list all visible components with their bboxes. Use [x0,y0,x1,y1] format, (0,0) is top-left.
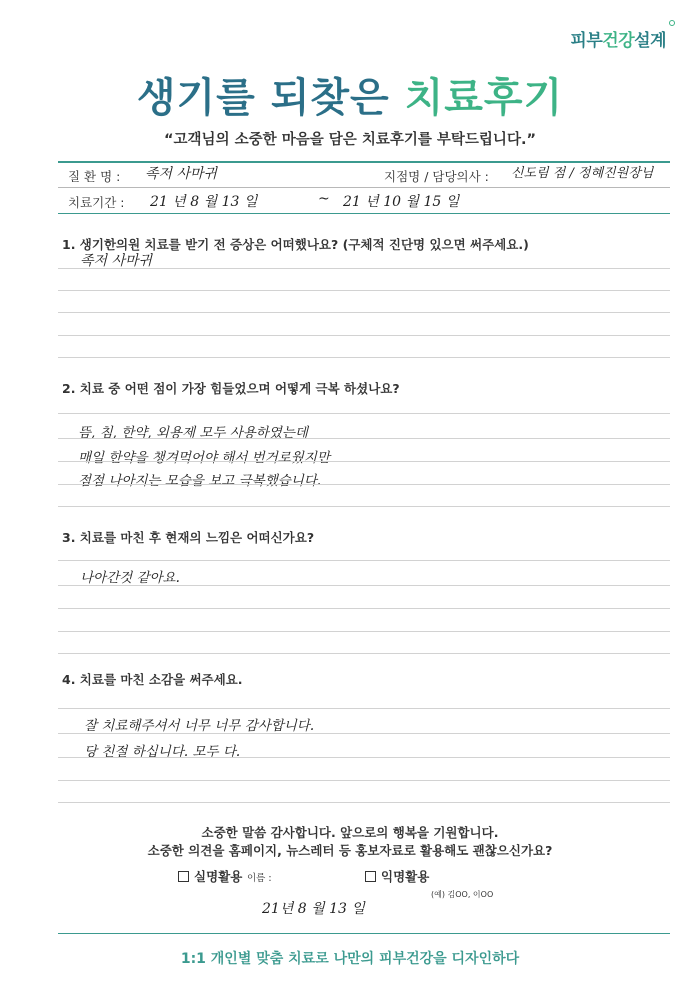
q4-line-2 [58,733,670,734]
name-label: 이름 : [247,873,272,884]
disease-value[interactable]: 족저 사마귀 [145,166,218,182]
signature-date[interactable]: 21년 8 월 13 일 [262,901,365,917]
q1-line-4 [58,335,670,336]
q2-line-5 [58,506,670,507]
q4-line-3 [58,757,670,758]
question-2: 2. 치료 중 어떤 점이 가장 힘들었으며 어떻게 극복 하셨나요? [62,381,400,396]
footer-divider [58,933,670,934]
branch-label: 지점명 / 담당의사 : [384,169,489,184]
q2-line-4 [58,484,670,485]
disease-label: 질 환 명 : [68,169,121,184]
answer-1-line-1[interactable]: 족저 사마귀 [80,253,153,269]
question-4: 4. 치료를 마친 소감을 써주세요. [62,672,243,687]
answer-2-line-1[interactable]: 뜸, 침, 한약, 외용제 모두 사용하였는데 [78,425,308,441]
header-mid-divider [58,187,670,188]
q1-line-1 [58,268,670,269]
subtitle: “고객님의 소중한 마음을 담은 치료후기를 부탁드립니다.” [164,132,536,148]
q1-line-2 [58,290,670,291]
q3-line-4 [58,631,670,632]
brand-part1: 피부 [570,31,603,51]
brand-logo [570,26,666,51]
real-name-checkbox[interactable] [178,871,189,882]
period-start[interactable]: 21 년 8 월 13 일 [150,194,258,210]
anonymous-example: (예) 김OO, 이OO [431,890,494,899]
title-part1: 생기를 되찾은 [136,75,405,121]
answer-3-line-1[interactable]: 나아간것 같아요. [80,570,180,586]
period-label: 치료기간 : [68,195,125,210]
q3-line-3 [58,608,670,609]
answer-2-line-2[interactable]: 매일 한약을 챙겨먹어야 해서 번거로웠지만 [78,450,330,466]
q2-line-3 [58,461,670,462]
q2-line-2 [58,438,670,439]
answer-2-line-3[interactable]: 점점 나아지는 모습을 보고 극복했습니다. [78,473,322,489]
anonymous-label: 익명활용 [381,869,430,884]
q1-line-5 [58,357,670,358]
q3-line-5 [58,653,670,654]
header-bottom-divider [58,213,670,214]
real-name-label: 실명활용 [194,869,243,884]
page-title [0,66,700,123]
closing-thanks: 소중한 말씀 감사합니다. 앞으로의 행복을 기원합니다. [201,825,499,840]
closing-question: 소중한 의견을 홈페이지, 뉴스레터 등 홍보자료로 활용해도 괜찮으신가요? [147,843,553,858]
q2-line-1 [58,413,670,414]
brand-dot-icon [669,20,675,26]
q3-line-2 [58,585,670,586]
brand-part3: 설계 [634,31,666,51]
question-1: 1. 생기한의원 치료를 받기 전 증상은 어떠했나요? (구체적 진단명 있으면 써주세요.) [62,237,529,252]
q4-line-5 [58,802,670,803]
period-end[interactable]: 21 년 10 월 15 일 [343,194,460,210]
answer-4-line-2[interactable]: 당 친절 하십니다. 모두 다. [84,744,241,760]
footer-slogan: 1:1 개인별 맞춤 치료로 나만의 피부건강을 디자인하다 [180,951,520,967]
answer-4-line-1[interactable]: 잘 치료해주셔서 너무 너무 감사합니다. [84,718,315,734]
q1-line-3 [58,312,670,313]
real-name-option[interactable] [178,867,242,885]
q3-line-1 [58,560,670,561]
q4-line-4 [58,780,670,781]
q4-line-1 [58,708,670,709]
period-tilde: ~ [318,191,330,207]
brand-part2: 건강 [602,31,635,51]
branch-value[interactable]: 신도림 점 / 정혜진원장님 [511,166,654,181]
question-3: 3. 치료를 마친 후 현재의 느낌은 어떠신가요? [62,530,315,545]
anonymous-checkbox[interactable] [365,871,376,882]
title-part2: 치료후기 [404,75,564,121]
anonymous-option[interactable] [365,867,429,885]
